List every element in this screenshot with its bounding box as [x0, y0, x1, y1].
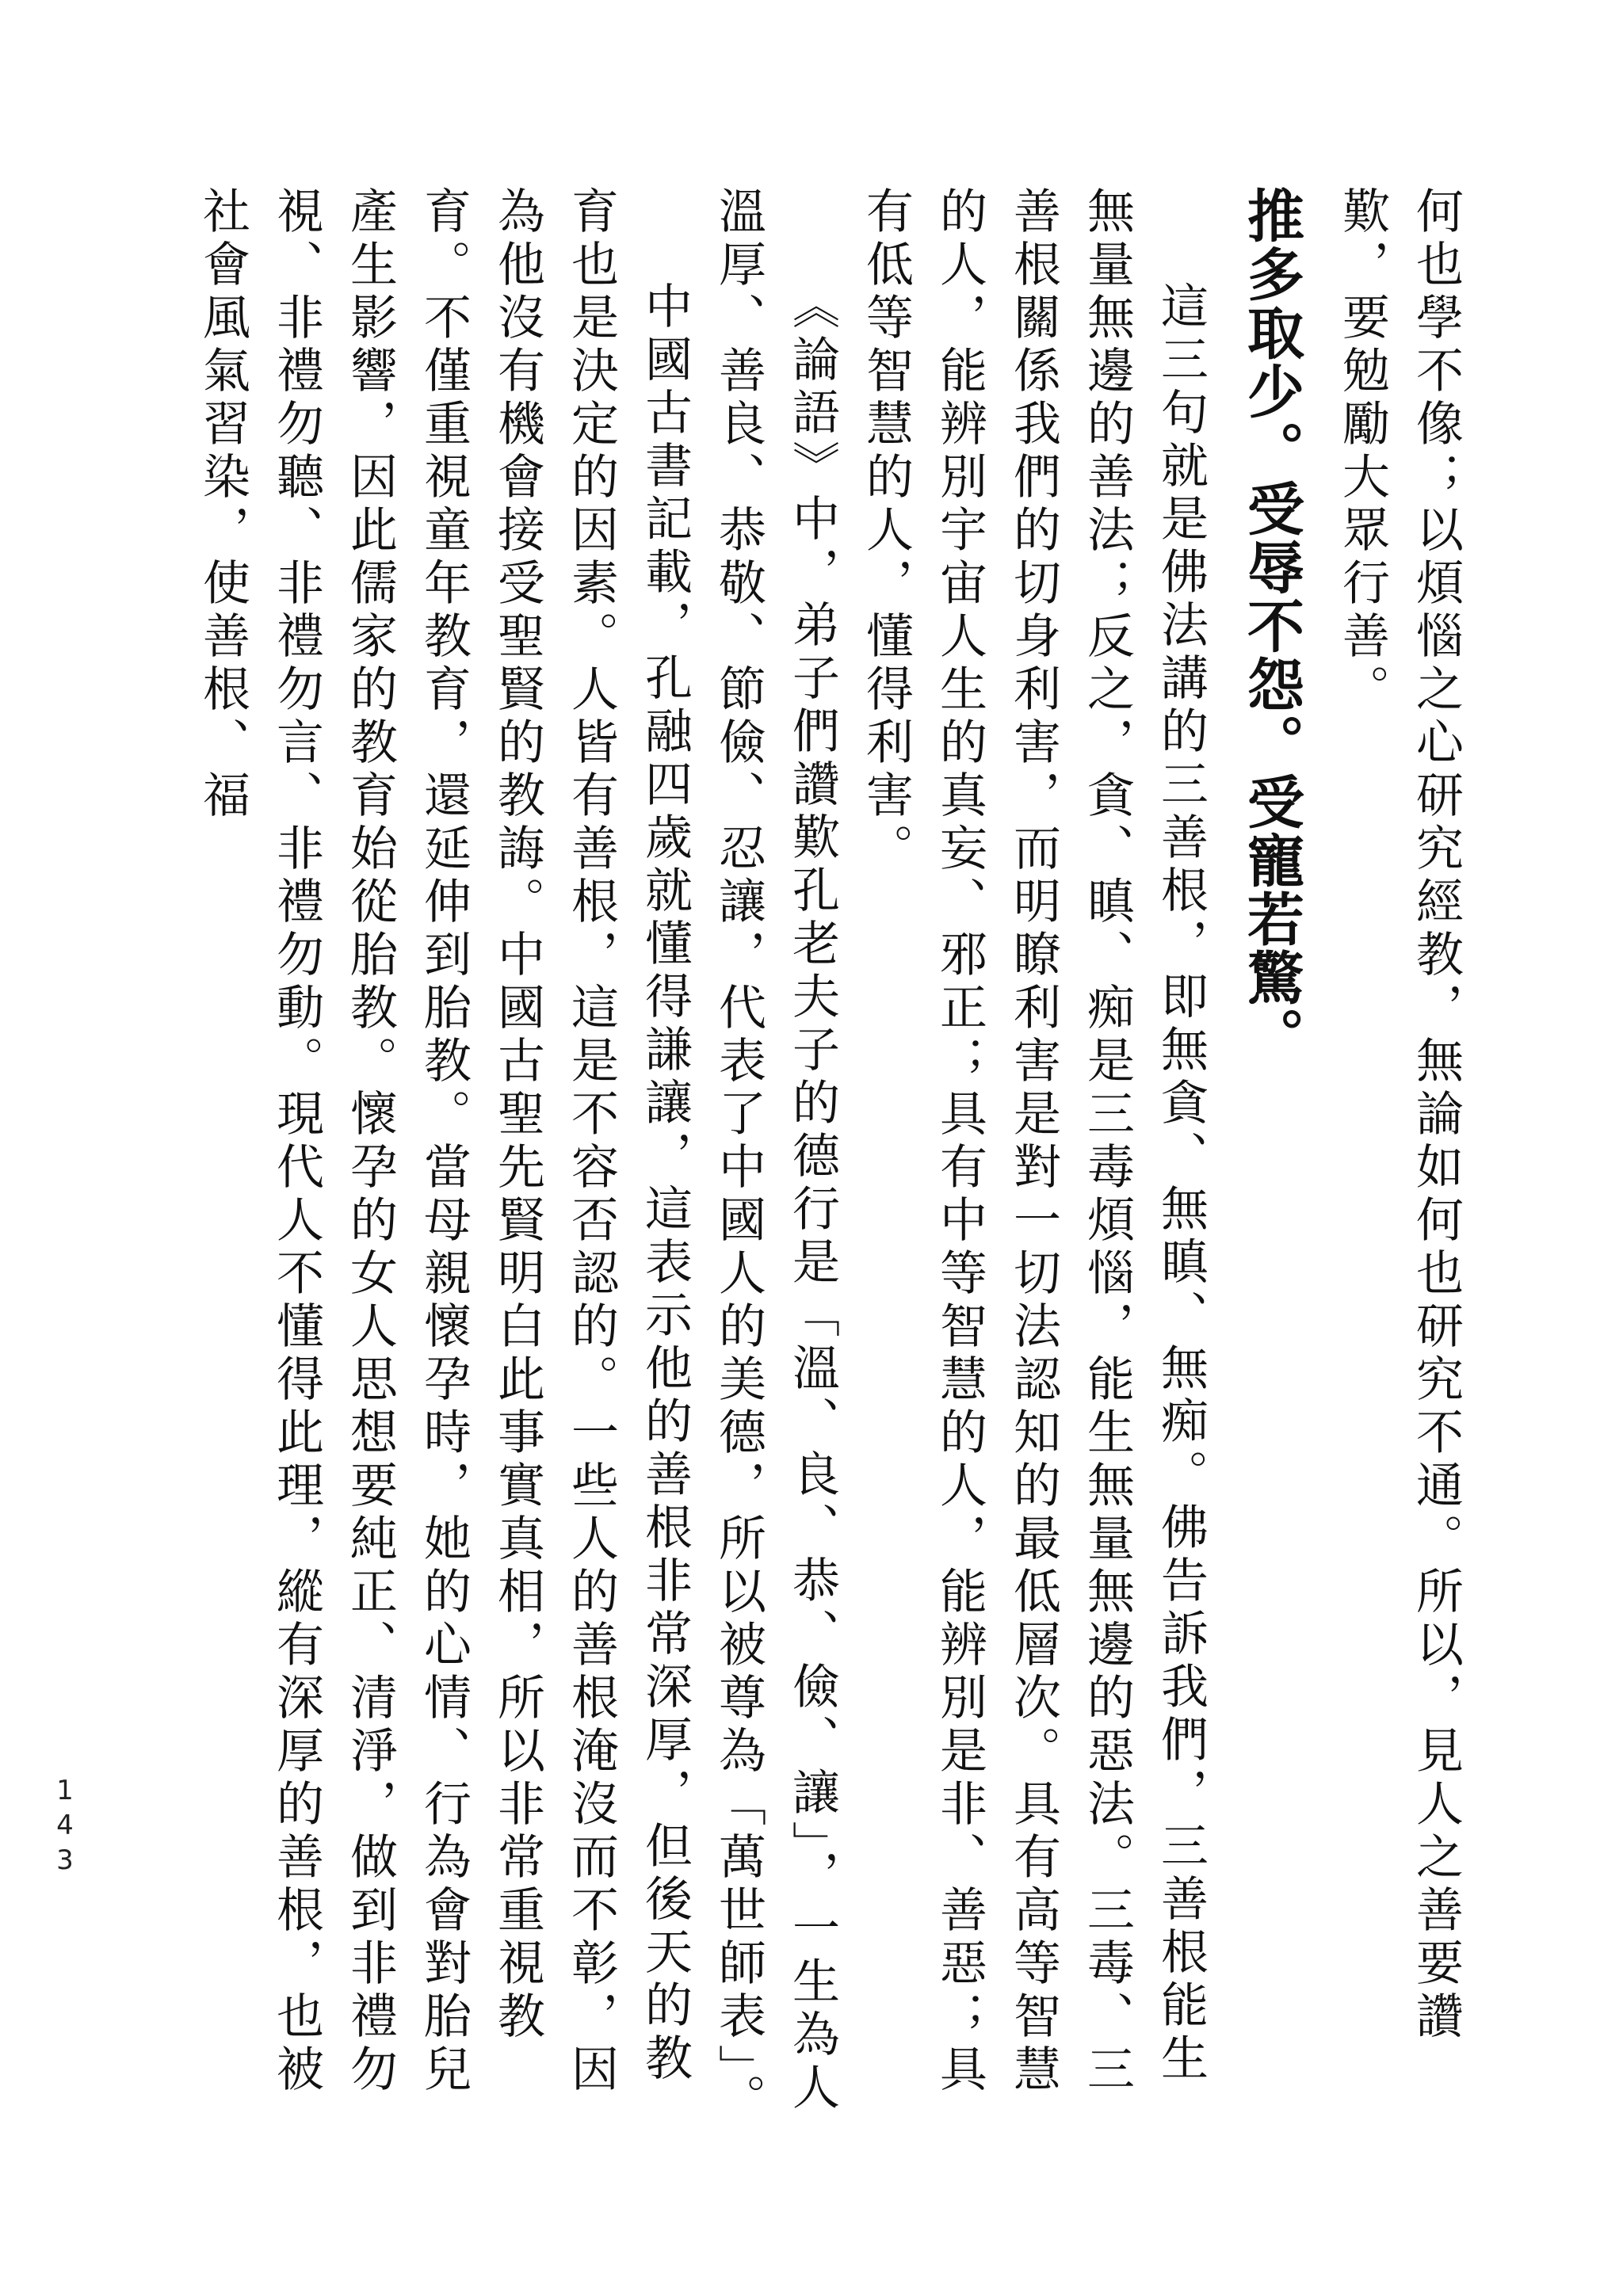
paragraph-continuation: 何也學不像；以煩惱之心研究經教，無論如何也研究不通。所以，見人之善要讚歎，要勉勵大眾行善。	[1335, 186, 1464, 2044]
vertical-text-block	[185, 186, 1472, 2135]
section-heading: 推多取少。受辱不怨。受寵若驚。	[1238, 186, 1304, 1066]
page-number: 143	[49, 1775, 81, 1879]
paragraph-kong-rong: 中國古書記載，孔融四歲就懂得謙讓，這表示他的善根非常深厚，但後天的教育也是決定的因素。人皆有善根，這是不容否認的。一些人的善根淹沒而不彰，因為他沒有機會接受聖賢的教誨。中國古聖先賢明白此事實真相，所以非常重視教育。不僅重視童年教育，還延伸到胎教。當母親懷孕時，她的心情、行為會對胎兒產生影響，因此儒家的教育始從胎教。懷孕的女人思想要純正、清淨，做到非禮勿視、非禮勿聽、非禮勿言、非禮勿動。現代人不懂得此理，縱有深厚的善根，也被社會風氣習染，使善根、福	[195, 186, 693, 2097]
paragraph-analects: 《論語》中，弟子們讚歎孔老夫子的德行是「溫、良、恭、儉、讓」，一生為人溫厚、善良、恭敬、節儉、忍讓，代表了中國人的美德，所以被尊為「萬世師表」。	[711, 186, 840, 2126]
paragraph-three-roots: 這三句就是佛法講的三善根，即無貪、無瞋、無痴。佛告訴我們，三善根能生無量無邊的善法；反之，貪、瞋、痴是三毒煩惱，能生無量無邊的惡法。三毒、三善根關係我們的切身利害，而明瞭利害是對一切法認知的最低層次。具有高等智慧的人，能辨別宇宙人生的真妄、邪正；具有中等智慧的人，能辨別是非、善惡；具有低等智慧的人，懂得利害。	[858, 186, 1209, 2097]
